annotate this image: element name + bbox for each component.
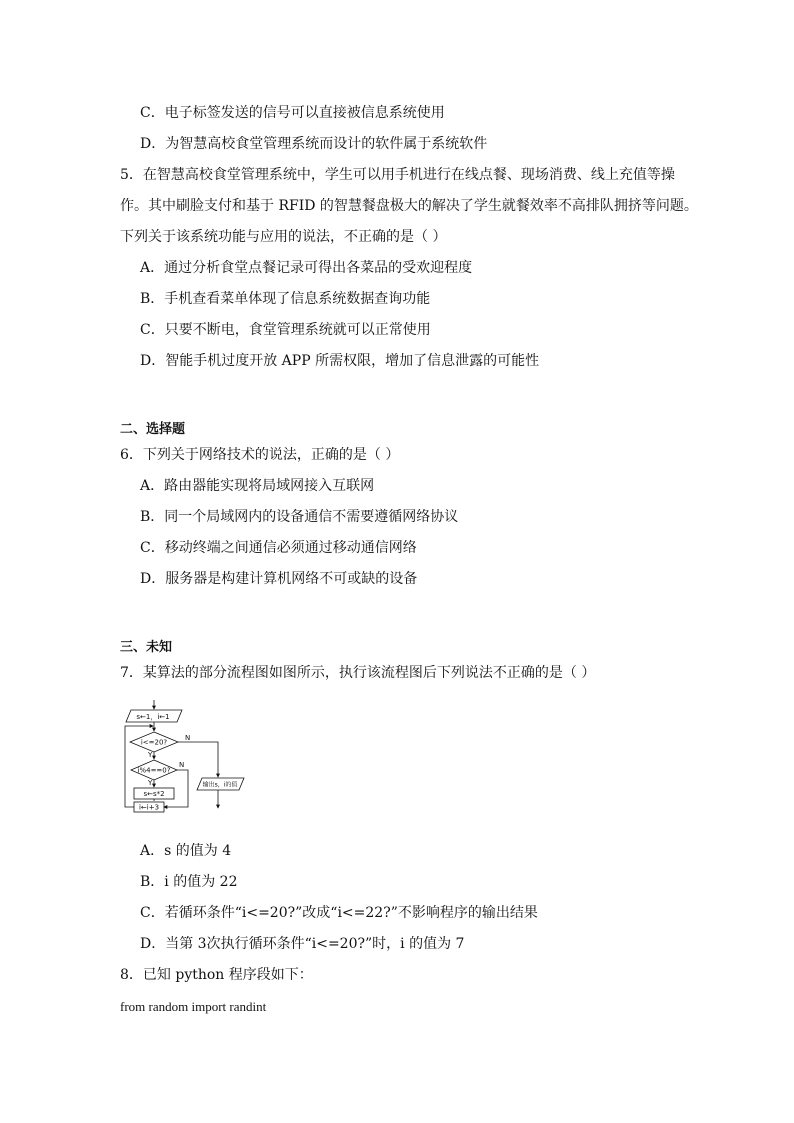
section-2-heading: 二、选择题 [120,422,186,437]
q8-code-line: from random import randint [120,999,267,1014]
q5-option-d: D．智能手机过度开放 APP 所需权限，增加了信息泄露的可能性 [140,353,540,369]
flow-cond1-no-label: N [185,734,191,742]
flow-init-text: s←1，i←1 [136,713,170,721]
q7-option-a: A．s 的值为 4 [140,843,232,859]
q6-option-d: D．服务器是构建计算机网络不可或缺的设备 [140,571,418,587]
q5-stem-line-3: 下列关于该系统功能与应用的说法，不正确的是（ ） [120,229,447,245]
q8-stem: 8．已知 python 程序段如下： [120,967,313,983]
q4-option-d: D．为智慧高校食堂管理系统而设计的软件属于系统软件 [140,136,488,152]
q7-stem: 7．某算法的部分流程图如图所示，执行该流程图后下列说法不正确的是（ ） [120,665,596,681]
flow-assign-s-text: s←s*2 [143,790,165,798]
q5-option-c: C．只要不断电，食堂管理系统就可以正常使用 [140,322,431,338]
flow-cond1-yes-label: Y [148,751,153,759]
q7-flowchart [122,700,252,822]
q5-option-a: A．通过分析食堂点餐记录可得出各菜品的受欢迎程度 [140,260,473,276]
q6-option-a: A．路由器能实现将局域网接入互联网 [140,478,375,494]
flow-cond2-yes-label: Y [148,779,153,787]
q4-option-c: C．电子标签发送的信号可以直接被信息系统使用 [140,105,445,121]
q7-option-d: D．当第 3次执行循环条件“i<=20?”时，i 的值为 7 [140,936,465,952]
flow-no-branch-line [178,742,218,777]
flow-output-text: 输出s，i的值 [202,781,238,789]
q5-option-b: B．手机查看菜单体现了信息系统数据查询功能 [140,291,431,307]
q5-stem-line-1: 5．在智慧高校食堂管理系统中，学生可以用手机进行在线点餐、现场消费、线上充值等操 [120,167,675,183]
q6-option-c: C．移动终端之间通信必须通过移动通信网络 [140,540,417,556]
flow-cond1-text: i<=20? [140,738,168,747]
q7-option-b: B．i 的值为 22 [140,874,238,890]
section-3-heading: 三、未知 [120,640,173,655]
q6-stem: 6．下列关于网络技术的说法，正确的是（ ） [120,447,400,463]
flow-cond2-no-label: N [179,761,185,769]
q7-option-c: C．若循环条件“i<=20?”改成“i<=22?”不影响程序的输出结果 [140,905,538,921]
flow-assign-i-text: i←i+3 [138,803,160,812]
q6-option-b: B．同一个局域网内的设备通信不需要遵循网络协议 [140,509,459,525]
q5-stem-line-2: 作。其中刷脸支付和基于 RFID 的智慧餐盘极大的解决了学生就餐效率不高排队拥挤等问题。 [120,198,698,214]
flow-cond2-text: i%4==0? [137,766,171,775]
flow-cond2-no-line [164,770,188,807]
